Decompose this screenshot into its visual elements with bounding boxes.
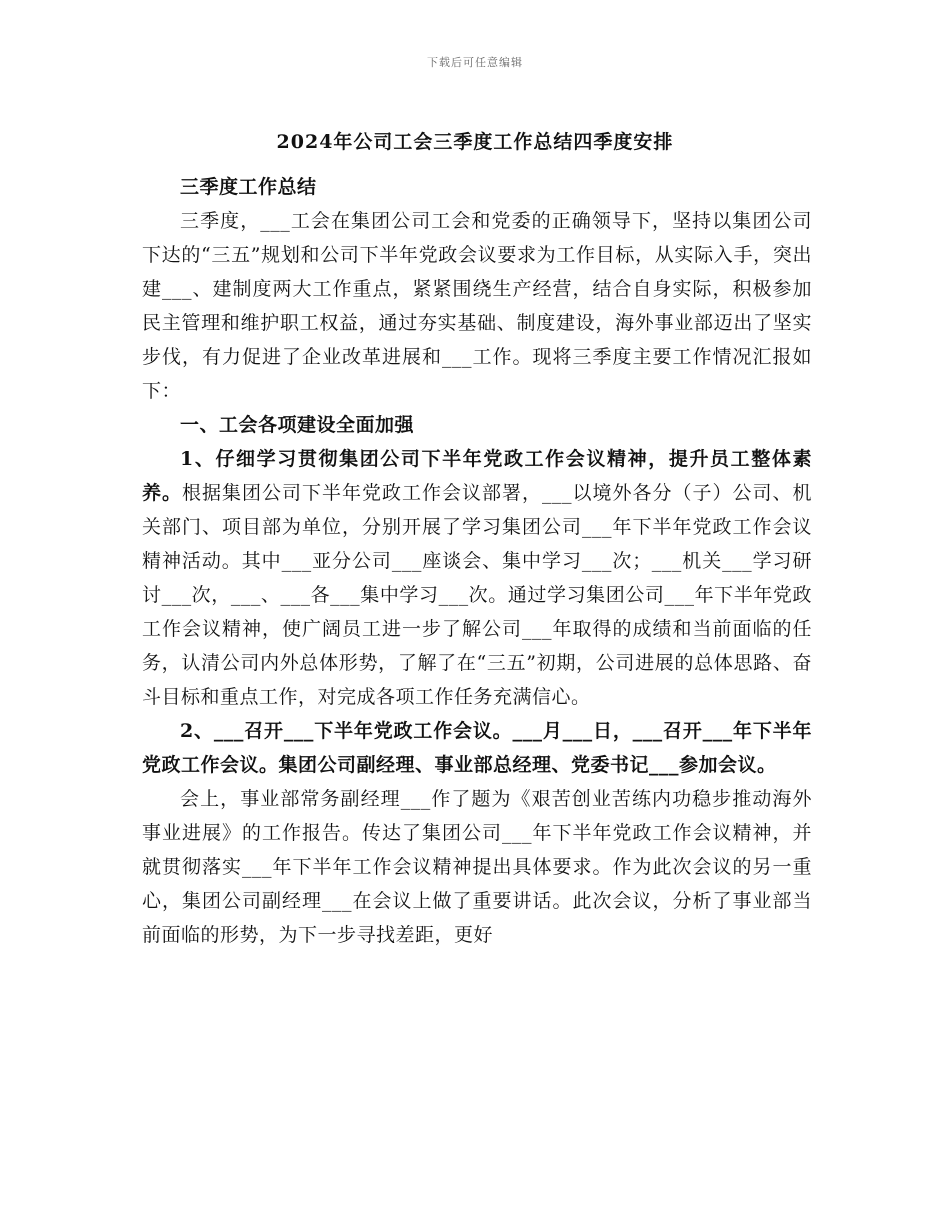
document-title: 2024年公司工会三季度工作总结四季度安排 — [276, 131, 674, 153]
document-body — [142, 170, 812, 952]
paragraph-item-1 — [142, 442, 812, 714]
paragraph-item-2: 2、___召开___下半年党政工作会议。___月___日，___召开___年下半年党政工作会议。集团公司副经理、事业部总经理、党委书记___参加会议。 — [142, 720, 812, 776]
section-heading: 三季度工作总结 — [180, 176, 317, 198]
paragraph-intro: 三季度，___工会在集团公司工会和党委的正确领导下，坚持以集团公司下达的“三五”规划和公司下半年党政会议要求为工作目标，从实际入手，突出建___、建制度两大工作重点，紧紧围绕生产经营，结合自身实际，积极参加民主管理和维护职工权益，通过夯实基础、制度建设，海外事业部迈出了坚实步伐，有力促进了企业改革进展和___工作。现将三季度主要工作情况汇报如下： — [142, 210, 812, 402]
item-1-lead: 1、仔细学习贯彻集团公司下半年党政工作会议精神，提升员工整体素养。 — [142, 448, 812, 504]
paragraph-meeting: 会上，事业部常务副经理___作了题为《艰苦创业苦练内功稳步推动海外事业进展》的工作报告。传达了集团公司___年下半年党政工作会议精神，并就贯彻落实___年下半年工作会议精神提出具体要求。作为此次会议的另一重心，集团公司副经理___在会议上做了重要讲话。此次会议，分析了事业部当前面临的形势，为下一步寻找差距，更好 — [142, 788, 812, 946]
heading-1: 一、工会各项建设全面加强 — [180, 414, 415, 436]
item-1-text: 根据集团公司下半年党政工作会议部署，___以境外各分（子）公司、机关部门、项目部为单位，分别开展了学习集团公司___年下半年党政工作会议精神活动。其中___亚分公司___座谈会、集中学习___次；___机关___学习研讨___次，___、___各___集中学习___次。通过学习集团公司___年下半年党政工作会议精神，使广阔员工进一步了解公司___年取得的成绩和当前面临的任务，认清公司内外总体形势，了解了在“三五”初期，公司进展的总体思路、奋斗目标和重点工作，对完成各项工作任务充满信心。 — [142, 482, 812, 708]
page-header: 下载后可任意编辑 — [427, 56, 523, 69]
